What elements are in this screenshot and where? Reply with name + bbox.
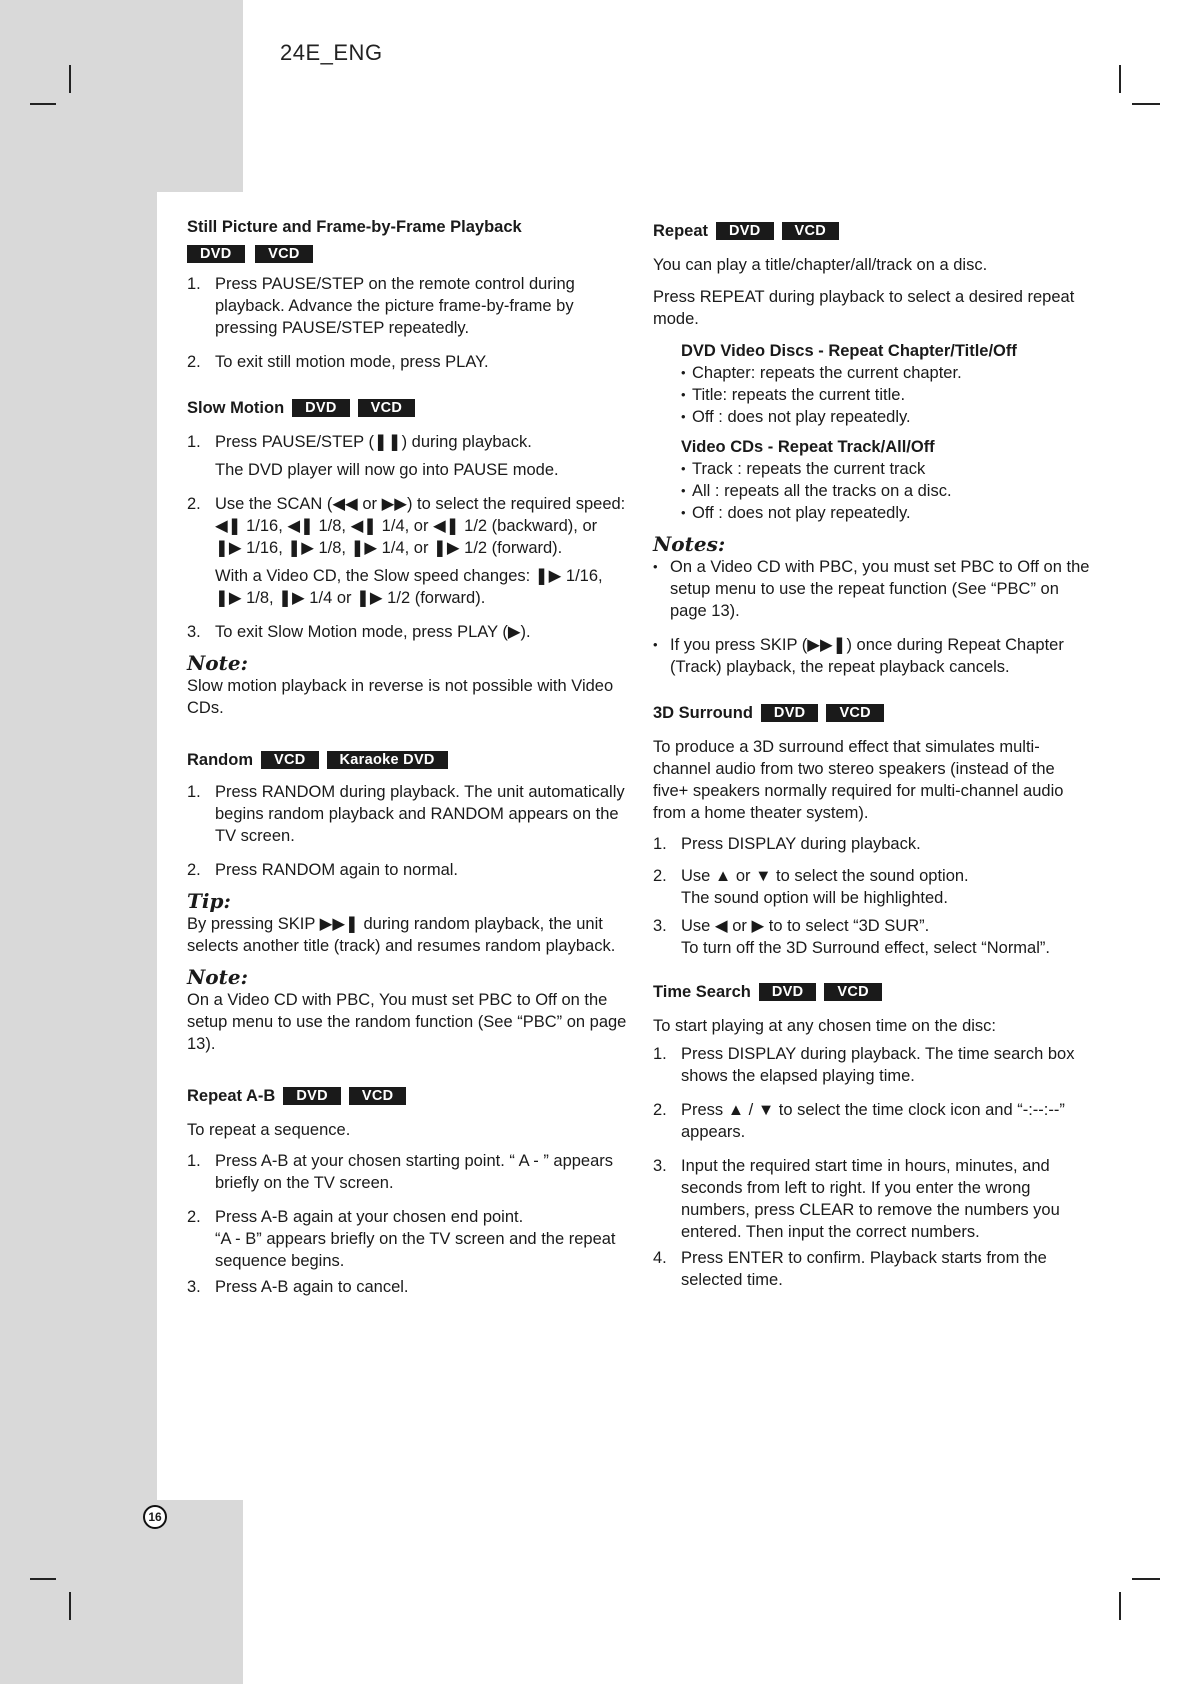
notes-title: Notes: [653,532,726,556]
steps-list [187,273,627,373]
step-number: 1. [187,783,201,801]
dvd-badge: DVD [187,245,245,263]
crop-mark [69,65,71,93]
steps-list [187,1150,627,1298]
list-item [187,1206,627,1272]
steps-list [187,431,627,643]
still-picture-section [187,216,627,373]
section-heading [187,397,627,419]
karaoke-dvd-badge: Karaoke DVD [327,751,448,769]
step-number: 3. [187,1278,201,1296]
step-text: Press PAUSE/STEP on the remote control during playback. Advance the picture frame-by-frame by pressing PAUSE/STEP repeatedly. [215,275,575,337]
dvd-badge: DVD [761,704,819,722]
note-item: • On a Video CD with PBC, you must set PBC to Off on the setup menu to use the repeat function (See “PBC” on page 13). [653,556,1093,622]
step-number: 2. [653,867,667,885]
note-item: • If you press SKIP (▶▶❚) once during Repeat Chapter (Track) playback, the repeat playback cancels. [653,634,1093,678]
step-text: Use the SCAN (◀◀ or ▶▶) to select the required speed: ◀❚ 1/16, ◀❚ 1/8, ◀❚ 1/4, or ◀❚ 1/2 (backward), or ❚▶ 1/16, ❚▶ 1/8, ❚▶ 1/4, or ❚▶ 1/2 (forward). [215,495,626,557]
step-text: To exit still motion mode, press PLAY. [215,353,489,371]
list-item [653,915,1093,959]
step-text: Press ▲ / ▼ to select the time clock icon and “-:--:--” appears. [681,1101,1065,1141]
step-text: Press A-B at your chosen starting point. “ A - ” appears briefly on the TV screen. [215,1152,614,1192]
list-item [187,621,627,643]
section-title: Still Picture and Frame-by-Frame Playback [187,218,522,236]
bullet-list [653,458,1093,524]
section-heading [653,981,1093,1003]
subheading: Video CDs - Repeat Track/All/Off [681,438,935,456]
repeat-section [653,220,1093,678]
step-subtext: The DVD player will now go into PAUSE mode. [215,461,559,479]
note-title: Note: [187,965,248,989]
list-item: • All : repeats all the tracks on a disc. [681,480,1093,502]
repeat-ab-section [187,1085,627,1298]
step-text: Press A-B again to cancel. [215,1278,409,1296]
dvd-badge: DVD [292,399,350,417]
vcd-badge: VCD [255,245,313,263]
list-item [187,351,627,373]
step-continuation: The sound option will be highlighted. [681,889,948,907]
margin-band-left [0,192,157,1500]
dvd-badge: DVD [759,983,817,1001]
margin-band-bottom [0,1500,243,1684]
section-heading [187,1085,627,1107]
paragraph: Press REPEAT during playback to select a desired repeat mode. [653,288,1075,328]
page-number: 16 [143,1505,167,1529]
step-text: Press DISPLAY during playback. [681,835,921,853]
paragraph: You can play a title/chapter/all/track on a disc. [653,256,988,274]
surround-section [653,702,1093,959]
section-title: Repeat A-B [187,1087,276,1105]
list-item: • Title: repeats the current title. [681,384,1093,406]
step-number: 2. [187,353,201,371]
list-item [187,493,627,609]
section-title: Slow Motion [187,399,285,417]
step-text: Input the required start time in hours, minutes, and seconds from left to right. If you enter the wrong numbers, press CLEAR to remove the numbers you entered. Then input the correct numbers. [681,1157,1060,1241]
step-text: Press RANDOM again to normal. [215,861,458,879]
step-number: 3. [653,917,667,935]
step-number: 1. [653,1045,667,1063]
list-item [653,1155,1093,1243]
step-number: 1. [187,1152,201,1170]
crop-mark [69,1592,71,1620]
section-heading [653,220,1093,242]
left-column [187,216,627,1298]
section-intro: To produce a 3D surround effect that simulates multi-channel audio from two stereo speakers (instead of the five+ speakers normally required for multi-channel audio from a home theater system). [653,738,1064,822]
vcd-badge: VCD [349,1087,407,1105]
tip-text: By pressing SKIP ▶▶❚ during random playback, the unit selects another title (track) and resumes random playback. [187,915,616,955]
list-item [653,1043,1093,1087]
section-title: Random [187,751,253,769]
step-number: 4. [653,1249,667,1267]
step-number: 3. [187,623,201,641]
step-text: Press A-B again at your chosen end point. [215,1208,524,1226]
time-search-section [653,981,1093,1291]
step-number: 1. [187,275,201,293]
step-number: 2. [653,1101,667,1119]
section-title: Time Search [653,983,751,1001]
random-section [187,749,627,1055]
step-subtext: With a Video CD, the Slow speed changes: ❚▶ 1/16, ❚▶ 1/8, ❚▶ 1/4 or ❚▶ 1/2 (forward). [215,567,603,607]
subheading: DVD Video Discs - Repeat Chapter/Title/Off [681,342,1017,360]
step-text: To exit Slow Motion mode, press PLAY (▶). [215,623,531,641]
notes-list [653,556,1093,678]
crop-mark [1119,65,1121,93]
step-number: 3. [653,1157,667,1175]
list-item [187,781,627,847]
list-item [653,833,1093,855]
list-item: • Chapter: repeats the current chapter. [681,362,1093,384]
step-continuation: To turn off the 3D Surround effect, select “Normal”. [681,939,1050,957]
list-item [653,865,1093,909]
crop-mark [1119,1592,1121,1620]
vcd-badge: VCD [824,983,882,1001]
list-item [187,859,627,881]
vcd-badge: VCD [261,751,319,769]
badge-row [187,242,627,264]
list-item [187,1276,627,1298]
dvd-badge: DVD [716,222,774,240]
step-continuation: “A - B” appears briefly on the TV screen and the repeat sequence begins. [215,1230,616,1270]
vcd-badge: VCD [358,399,416,417]
margin-band-top [0,0,243,192]
step-text: Press DISPLAY during playback. The time search box shows the elapsed playing time. [681,1045,1075,1085]
tip-title: Tip: [187,889,231,913]
steps-list [653,833,1093,959]
step-number: 1. [653,835,667,853]
step-number: 2. [187,861,201,879]
crop-mark [30,103,56,105]
bullet-list [653,362,1093,428]
crop-mark [30,1578,56,1580]
section-heading [653,702,1093,724]
dvd-badge: DVD [283,1087,341,1105]
list-item [187,1150,627,1194]
step-number: 2. [187,495,201,513]
steps-list [653,1043,1093,1291]
list-item [187,431,627,481]
step-text: Use ▲ or ▼ to select the sound option. [681,867,969,885]
steps-list [187,781,627,881]
right-column [653,220,1093,1291]
section-heading [187,749,627,771]
list-item [187,273,627,339]
slow-motion-section [187,397,627,719]
step-text: Press RANDOM during playback. The unit automatically begins random playback and RANDOM appears on the TV screen. [215,783,625,845]
note-text: On a Video CD with PBC, You must set PBC to Off on the setup menu to use the random function (See “PBC” on page 13). [187,991,627,1053]
list-item: • Off : does not play repeatedly. [681,502,1093,524]
vcd-badge: VCD [826,704,884,722]
step-text: Press ENTER to confirm. Playback starts from the selected time. [681,1249,1047,1289]
list-item [653,1247,1093,1291]
section-intro: To repeat a sequence. [187,1121,351,1139]
note-text: Slow motion playback in reverse is not possible with Video CDs. [187,677,614,717]
section-intro: To start playing at any chosen time on the disc: [653,1017,997,1035]
document-code: 24E_ENG [280,40,383,65]
section-title: 3D Surround [653,704,753,722]
crop-mark [1132,1578,1160,1580]
list-item: • Track : repeats the current track [681,458,1093,480]
step-text: Use ◀ or ▶ to to select “3D SUR”. [681,917,930,935]
list-item [653,1099,1093,1143]
note-title: Note: [187,651,248,675]
step-text: Press PAUSE/STEP (❚❚) during playback. [215,433,532,451]
vcd-badge: VCD [782,222,840,240]
crop-mark [1132,103,1160,105]
step-number: 1. [187,433,201,451]
section-title: Repeat [653,222,709,240]
list-item: • Off : does not play repeatedly. [681,406,1093,428]
step-number: 2. [187,1208,201,1226]
